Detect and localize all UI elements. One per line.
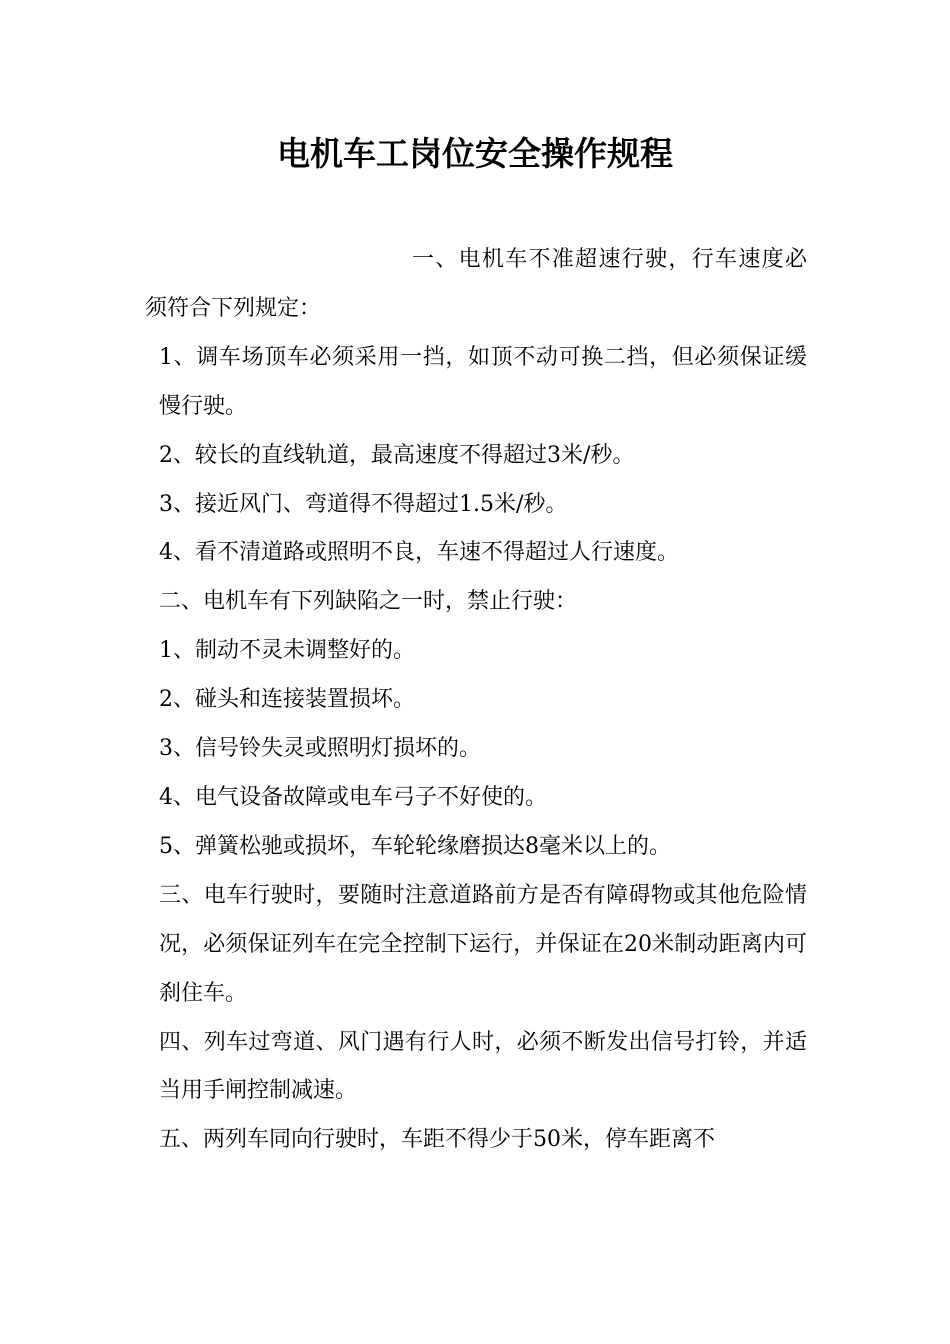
paragraph-section-3: 三、电车行驶时，要随时注意道路前方是否有障碍物或其他危险情况，必须保证列车在完全控制下运行，并保证在20米制动距离内可刹住车。 — [159, 882, 807, 1006]
paragraph-item-1-3: 3、接近风门、弯道得不得超过1.5米/秒。 — [159, 491, 568, 517]
paragraph-section-1: 一、电机车不准超速行驶，行车速度必须符合下列规定： — [145, 247, 807, 321]
document-title: 电机车工岗位安全操作规程 — [277, 134, 673, 173]
paragraph-item-2-1: 1、制动不灵未调整好的。 — [159, 638, 415, 664]
paragraph-item-1-1: 1、调车场顶车必须采用一挡，如顶不动可换二挡，但必须保证缓慢行驶。 — [159, 344, 807, 419]
paragraph-item-1-4: 4、看不清道路或照明不良，车速不得超过人行速度。 — [159, 540, 679, 566]
paragraph-section-4: 四、列车过弯道、风门遇有行人时，必须不断发出信号打铃，并适当用手闸控制减速。 — [159, 1029, 807, 1104]
paragraph-section-5: 五、两列车同向行驶时，车距不得少于50米，停车距离不 — [159, 1127, 715, 1153]
paragraph-section-2: 二、电机车有下列缺陷之一时，禁止行驶： — [159, 589, 578, 615]
document-body — [145, 236, 807, 1165]
paragraph-item-2-4: 4、电气设备故障或电车弓子不好使的。 — [159, 784, 547, 810]
paragraph-item-2-2: 2、碰头和连接装置损坏。 — [159, 687, 415, 713]
paragraph-item-1-2: 2、较长的直线轨道，最高速度不得超过3米/秒。 — [159, 442, 635, 468]
paragraph-item-2-3: 3、信号铃失灵或照明灯损坏的。 — [159, 736, 481, 762]
paragraph-item-2-5: 5、弹簧松驰或损坏，车轮轮缘磨损达8毫米以上的。 — [159, 833, 671, 859]
